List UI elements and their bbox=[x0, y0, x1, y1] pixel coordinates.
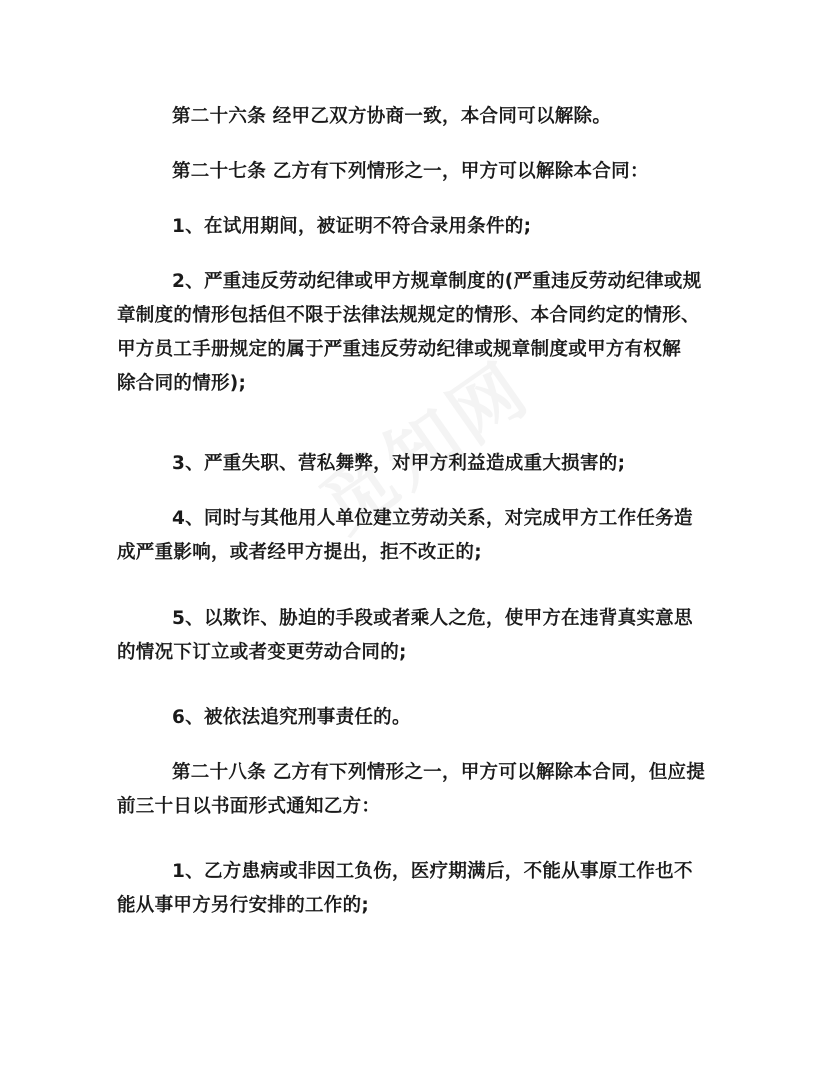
article-28-item-1 bbox=[117, 855, 717, 923]
article-27-item-1 bbox=[117, 210, 717, 244]
paragraph-line: 1、乙方患病或非因工负伤，医疗期满后，不能从事原工作也不 bbox=[172, 861, 693, 882]
paragraph-line: 第二十六条 经甲乙双方协商一致，本合同可以解除。 bbox=[172, 106, 612, 127]
paragraph-line: 甲方员工手册规定的属于严重违反劳动纪律或规章制度或甲方有权解 bbox=[117, 339, 682, 360]
paragraph-line: 4、同时与其他用人单位建立劳动关系，对完成甲方工作任务造 bbox=[172, 508, 693, 529]
paragraph-line: 1、在试用期间，被证明不符合录用条件的; bbox=[172, 216, 532, 237]
article-27-item-4 bbox=[117, 502, 717, 570]
article-27-item-6 bbox=[117, 701, 717, 735]
paragraph-line: 能从事甲方另行安排的工作的; bbox=[117, 895, 370, 916]
paragraph-line: 成严重影响，或者经甲方提出，拒不改正的; bbox=[117, 542, 482, 563]
paragraph-line: 2、严重违反劳动纪律或甲方规章制度的(严重违反劳动纪律或规 bbox=[172, 271, 702, 292]
article-27-item-2 bbox=[117, 265, 717, 401]
article-27-item-3 bbox=[117, 447, 717, 481]
paragraph-line: 3、严重失职、营私舞弊，对甲方利益造成重大损害的; bbox=[172, 453, 626, 474]
article-27 bbox=[117, 155, 717, 189]
paragraph-line: 前三十日以书面形式通知乙方： bbox=[117, 796, 381, 817]
paragraph-line: 的情况下订立或者变更劳动合同的; bbox=[117, 642, 407, 663]
article-28 bbox=[117, 756, 717, 824]
paragraph-line: 第二十七条 乙方有下列情形之一，甲方可以解除本合同： bbox=[172, 161, 649, 182]
paragraph-line: 6、被依法追究刑事责任的。 bbox=[172, 707, 411, 728]
paragraph-line: 第二十八条 乙方有下列情形之一，甲方可以解除本合同，但应提 bbox=[172, 762, 706, 783]
article-27-item-5 bbox=[117, 602, 717, 670]
paragraph-line: 章制度的情形包括但不限于法律法规规定的情形、本合同约定的情形、 bbox=[117, 305, 700, 326]
paragraph-line: 除合同的情形); bbox=[117, 373, 247, 394]
article-26 bbox=[117, 100, 717, 134]
paragraph-line: 5、以欺诈、胁迫的手段或者乘人之危，使甲方在违背真实意思 bbox=[172, 608, 693, 629]
